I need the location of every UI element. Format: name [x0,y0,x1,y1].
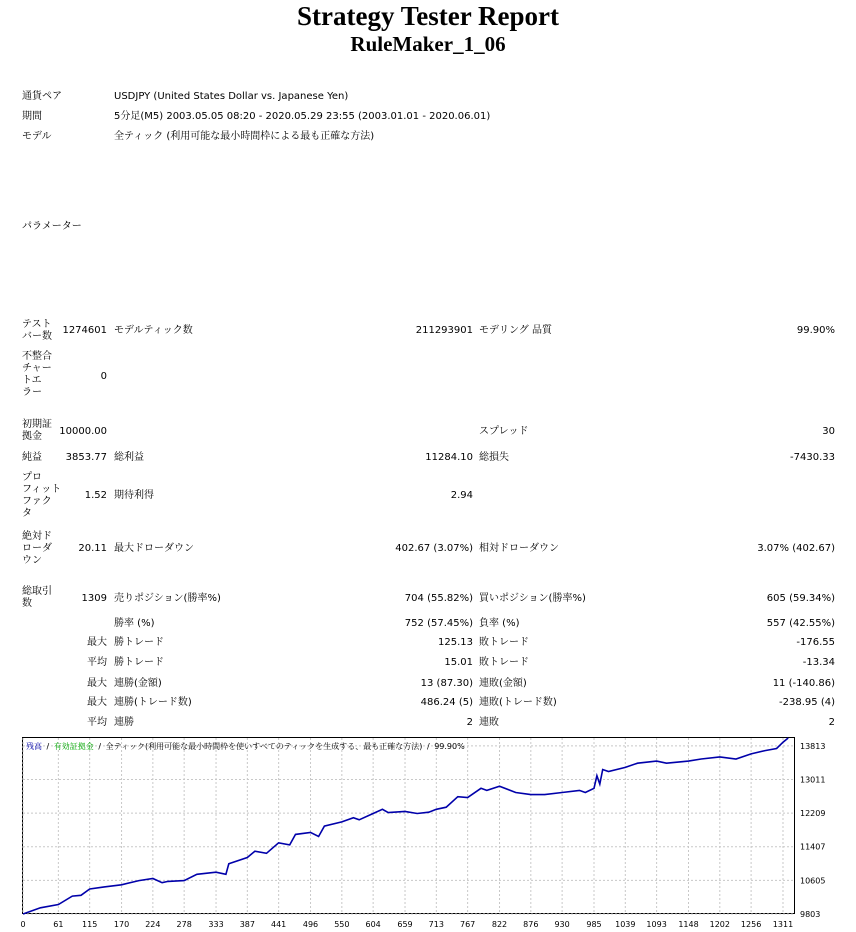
params-label: パラメーター [22,221,82,232]
x-tick-label: 61 [53,920,64,929]
x-tick-label: 550 [334,920,350,929]
max-consecutive-row-label: 最大 [87,678,107,689]
x-tick-label: 1093 [646,920,667,929]
bars-value: 1274601 [62,325,107,336]
avg-consecutive-losses-label: 連敗 [479,717,499,728]
y-tick-label: 13011 [800,775,826,785]
abs-drawdown-label-line2: ローダ [22,543,52,554]
total-trades-value: 1309 [81,593,107,604]
y-tick-label: 13813 [800,741,826,751]
x-tick-label: 115 [82,920,98,929]
profit-factor-value: 1.52 [84,490,107,501]
y-axis-ticks [800,742,825,919]
average-profit-label: 勝トレード [114,657,164,668]
profit-factor-label-line2: フィット [22,484,62,495]
mismatch-value: 0 [100,371,107,382]
balance-chart [22,737,834,929]
x-tick-label: 930 [554,920,570,929]
consecutive-profit-label: 連勝(トレード数) [114,697,192,708]
abs-drawdown-label-line1: 絶対ド [22,531,52,542]
long-positions-label: 買いポジション(勝率%) [479,593,586,604]
bars-label-line1: テスト [22,319,52,330]
consecutive-profit-value: 486.24 (5) [420,697,473,708]
max-drawdown-value: 402.67 (3.07%) [395,543,473,554]
profit-factor-label-line3: ファク [22,496,52,507]
max-drawdown-label: 最大ドローダウン [114,543,194,554]
long-positions-value: 605 (59.34%) [766,593,835,604]
quality-value: 99.90% [796,325,835,336]
x-tick-label: 876 [523,920,539,929]
loss-trades-value: 557 (42.55%) [766,618,835,629]
avg-consecutive-row-label: 平均 [87,717,107,728]
x-tick-label: 1256 [740,920,762,929]
legend-equity: 有効証拠金 [53,742,94,751]
legend-model-description: 全ティック(利用可能な最小時間枠を使いすべてのティックを生成する、最も正確な方法) [105,742,423,751]
y-tick-label: 9803 [800,910,821,919]
mismatch-label-line4: ラー [22,387,42,398]
profit-trades-value: 752 (57.45%) [404,618,473,629]
total-trades-label-line2: 数 [22,598,32,609]
gross-loss-label: 総損失 [479,452,509,463]
consecutive-wins-label: 連勝(金額) [114,678,162,689]
largest-loss-label: 敗トレード [479,637,529,648]
largest-profit-value: 125.13 [438,637,473,648]
average-loss-label: 敗トレード [479,657,529,668]
profit-factor-label-line1: プロ [22,472,42,483]
abs-drawdown-label-line3: ウン [22,555,42,566]
quality-label: モデリング 品質 [479,325,552,336]
period-value: 5分足(M5) 2003.05.05 08:20 - 2020.05.29 23:55 (2003.01.01 - 2020.06.01) [114,111,491,122]
total-trades-label-line1: 総取引 [22,586,52,597]
loss-trades-label: 負率 (%) [479,618,520,629]
x-tick-label: 441 [271,920,287,929]
average-profit-value: 15.01 [444,657,473,668]
deposit-label-line2: 拠金 [22,431,42,442]
expected-payoff-value: 2.94 [450,490,473,501]
gross-profit-label: 総利益 [114,452,144,463]
avg-consecutive-wins-value: 2 [466,717,473,728]
y-tick-label: 12209 [800,809,826,819]
x-tick-label: 1039 [615,920,636,929]
abs-drawdown-value: 20.11 [78,543,107,554]
legend-balance: 残高 [26,742,42,751]
x-tick-label: 822 [491,920,508,929]
short-positions-label: 売りポジション(勝率%) [114,593,221,604]
rel-drawdown-value: 3.07% (402.67) [757,543,835,554]
report-title: Strategy Tester Report [297,1,559,31]
spread-label: スプレッド [479,426,529,437]
consecutive-loss-label: 連敗(トレード数) [479,697,557,708]
x-tick-label: 387 [239,920,255,929]
x-tick-label: 713 [428,920,444,929]
ticks-value: 211293901 [415,325,473,336]
consecutive-loss-value: -238.95 (4) [779,697,835,708]
x-tick-label: 496 [302,920,319,929]
ticks-label: モデルティック数 [114,325,193,336]
model-label: モデル [22,131,52,142]
x-tick-label: 604 [365,920,381,929]
avg-consecutive-wins-label: 連勝 [114,717,134,728]
net-profit-value: 3853.77 [65,452,107,463]
period-label: 期間 [22,111,42,122]
x-axis-ticks [20,920,793,929]
legend-separator-3: / [426,742,430,751]
deposit-value: 10000.00 [59,426,107,437]
deposit-label-line1: 初期証 [22,419,52,430]
x-tick-label: 767 [459,920,476,929]
x-tick-label: 1148 [678,920,699,929]
consecutive-losses-value: 11 (-140.86) [772,678,835,689]
x-tick-label: 1311 [772,920,794,929]
x-tick-label: 985 [586,920,602,929]
bars-label-line2: バー数 [22,331,52,342]
mismatch-label-line2: チャー [22,363,52,374]
average-loss-value: -13.34 [802,657,835,668]
profit-factor-label-line4: タ [22,508,32,519]
expected-payoff-label: 期待利得 [114,490,154,501]
largest-profit-label: 勝トレード [114,637,164,648]
mismatch-label-line3: トエ [22,375,42,386]
legend-quality: 99.90% [434,742,465,751]
x-tick-label: 278 [176,920,192,929]
chart-background [23,738,795,914]
y-tick-label: 11407 [800,842,826,852]
model-value: 全ティック (利用可能な最小時間枠による最も正確な方法) [114,131,375,142]
legend-separator-1: / [46,742,50,751]
largest-row-label: 最大 [87,637,107,648]
gross-loss-value: -7430.33 [790,452,835,463]
short-positions-value: 704 (55.82%) [404,593,473,604]
consecutive-wins-value: 13 (87.30) [420,678,473,689]
consecutive-losses-label: 連敗(金額) [479,678,527,689]
x-tick-label: 170 [113,920,130,929]
symbol-value: USDJPY (United States Dollar vs. Japanese Yen) [114,91,349,102]
net-profit-label: 純益 [22,452,42,463]
svg-text:残高 / 有効証拠金 / 全 [26,741,465,751]
profit-trades-label: 勝率 (%) [114,618,155,629]
max-consecutive-count-row-label: 最大 [87,697,107,708]
y-tick-label: 10605 [800,876,826,886]
x-tick-label: 1202 [709,920,730,929]
x-tick-label: 333 [208,920,224,929]
symbol-label: 通貨ペア [22,91,62,102]
gross-profit-value: 11284.10 [425,452,473,463]
legend-separator-2: / [98,742,102,751]
x-tick-label: 224 [145,920,161,929]
largest-loss-value: -176.55 [796,637,835,648]
rel-drawdown-label: 相対ドローダウン [479,543,559,554]
spread-value: 30 [822,426,835,437]
mismatch-label-line1: 不整合 [22,351,52,362]
average-row-label: 平均 [87,657,107,668]
expert-name: RuleMaker_1_06 [350,32,506,56]
x-tick-label: 659 [397,920,413,929]
x-tick-label: 0 [20,920,26,929]
avg-consecutive-losses-value: 2 [828,717,835,728]
